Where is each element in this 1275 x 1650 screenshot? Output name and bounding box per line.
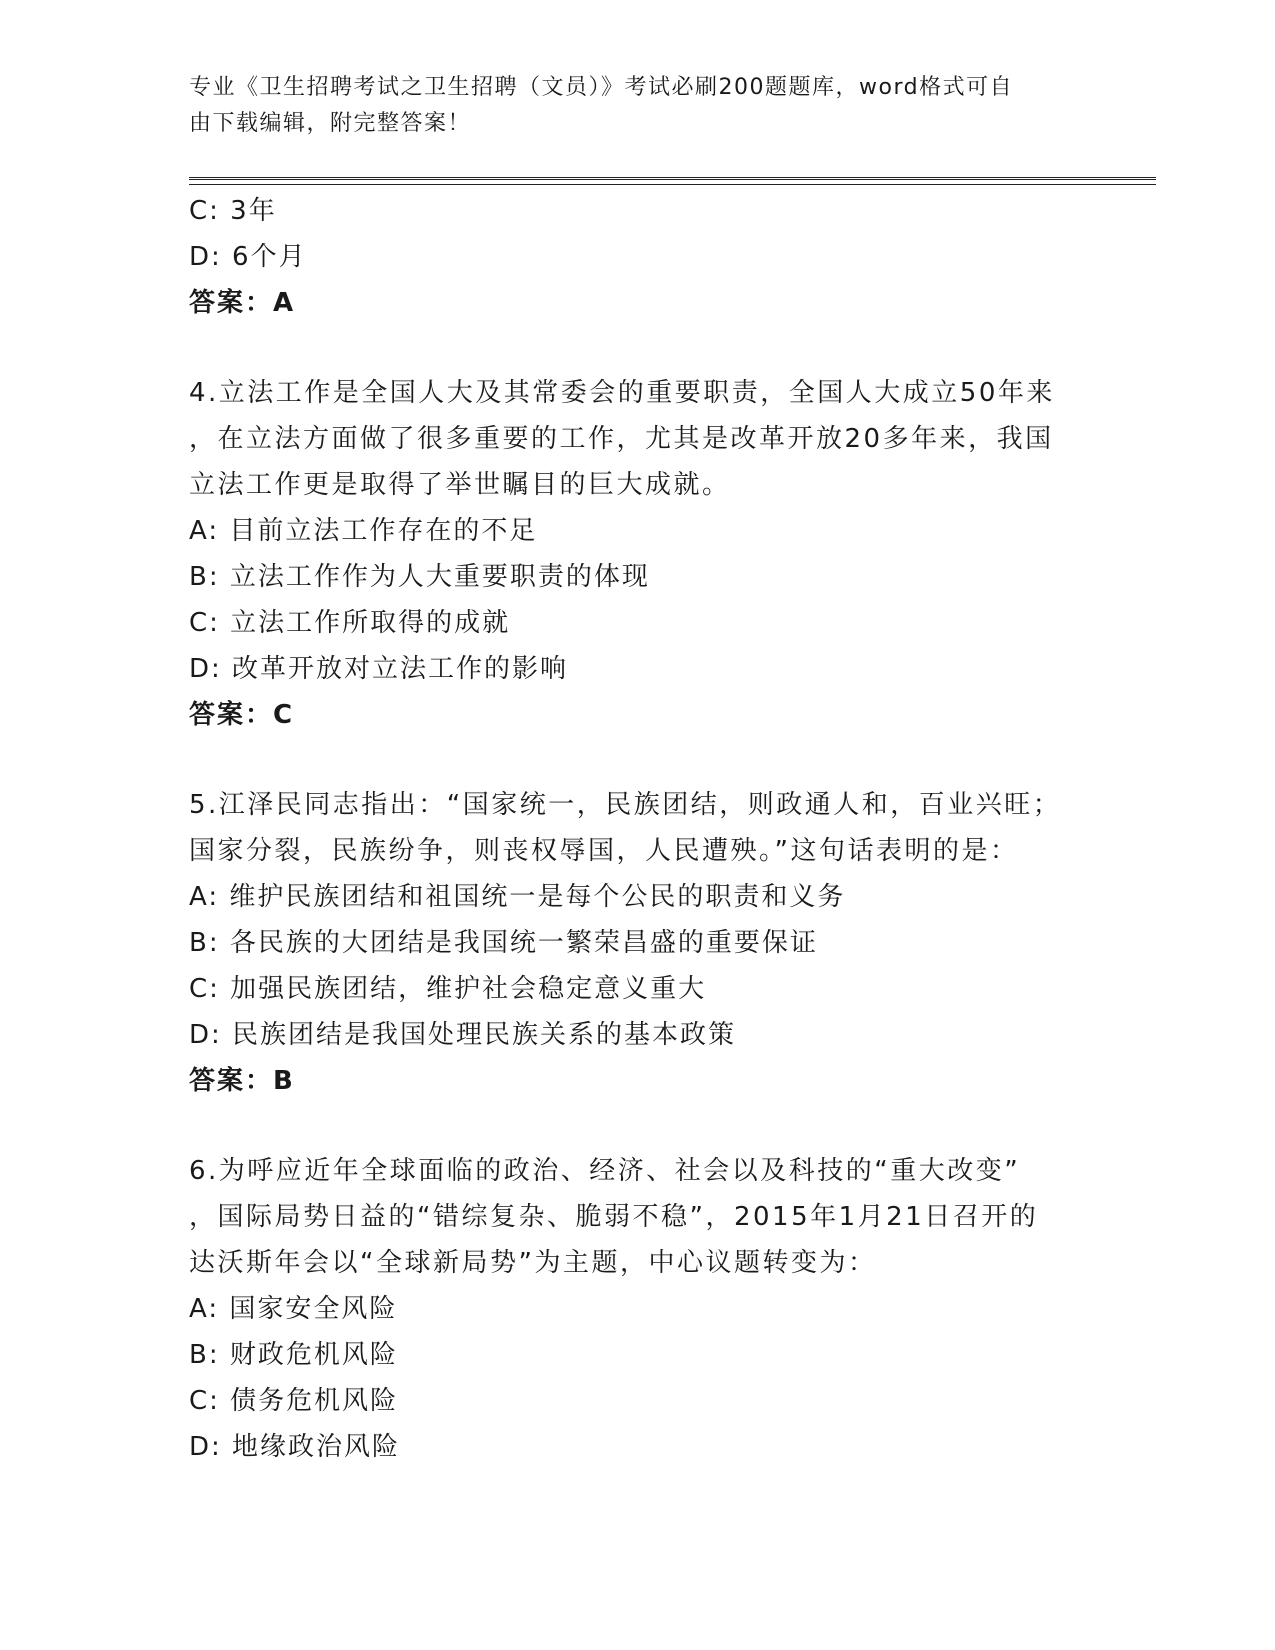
option-d: D: 地缘政治风险 xyxy=(189,1432,401,1462)
option-d: D: 民族团结是我国处理民族关系的基本政策 xyxy=(189,1020,737,1050)
question-6 xyxy=(189,1148,1089,1470)
option-a: A: 国家安全风险 xyxy=(189,1294,398,1324)
option-b: B: 财政危机风险 xyxy=(189,1340,398,1370)
option-c: C: 债务危机风险 xyxy=(189,1386,399,1416)
question-text-line: 6.为呼应近年全球面临的政治、经济、社会以及科技的“重大改变” xyxy=(189,1156,1021,1186)
document-header xyxy=(189,70,1089,142)
answer-line: 答案：A xyxy=(189,288,296,318)
question-text-line: 立法工作更是取得了举世瞩目的巨大成就。 xyxy=(189,470,731,500)
answer-line: 答案：C xyxy=(189,700,295,730)
question-4 xyxy=(189,370,1089,738)
option-b: B: 立法工作作为人大重要职责的体现 xyxy=(189,562,650,592)
answer-line: 答案：B xyxy=(189,1066,295,1096)
document-body xyxy=(189,188,1089,1470)
option-c: C: 加强民族团结，维护社会稳定意义重大 xyxy=(189,974,707,1004)
question-text-line: 5.江泽民同志指出：“国家统一，民族团结，则政通人和，百业兴旺； xyxy=(189,790,1062,820)
option-b: B: 各民族的大团结是我国统一繁荣昌盛的重要保证 xyxy=(189,928,818,958)
option-d: D: 改革开放对立法工作的影响 xyxy=(189,654,569,684)
question-text-line: 达沃斯年会以“全球新局势”为主题，中心议题转变为： xyxy=(189,1248,877,1278)
option-d: D: 6个月 xyxy=(189,242,307,272)
option-a: A: 维护民族团结和祖国统一是每个公民的职责和义务 xyxy=(189,882,846,912)
question-text-line: ，在立法方面做了很多重要的工作，尤其是改革开放20多年来，我国 xyxy=(189,424,1054,454)
option-c: C: 立法工作所取得的成就 xyxy=(189,608,511,638)
header-title-line-2: 由下载编辑，附完整答案！ xyxy=(189,111,472,136)
question-text-line: 国家分裂，民族纷争，则丧权辱国，人民遭殃。”这句话表明的是： xyxy=(189,836,1019,866)
question-text-line: 4.立法工作是全国人大及其常委会的重要职责，全国人大成立50年来 xyxy=(189,378,1055,408)
option-c: C: 3年 xyxy=(189,196,277,226)
question-5 xyxy=(189,782,1089,1104)
option-a: A: 目前立法工作存在的不足 xyxy=(189,516,538,546)
header-title-line-1: 专业《卫生招聘考试之卫生招聘（文员）》考试必刷200题题库，word格式可自 xyxy=(189,75,1014,100)
header-divider xyxy=(189,177,1156,180)
question-text-line: ，国际局势日益的“错综复杂、脆弱不稳”，2015年1月21日召开的 xyxy=(189,1202,1039,1232)
